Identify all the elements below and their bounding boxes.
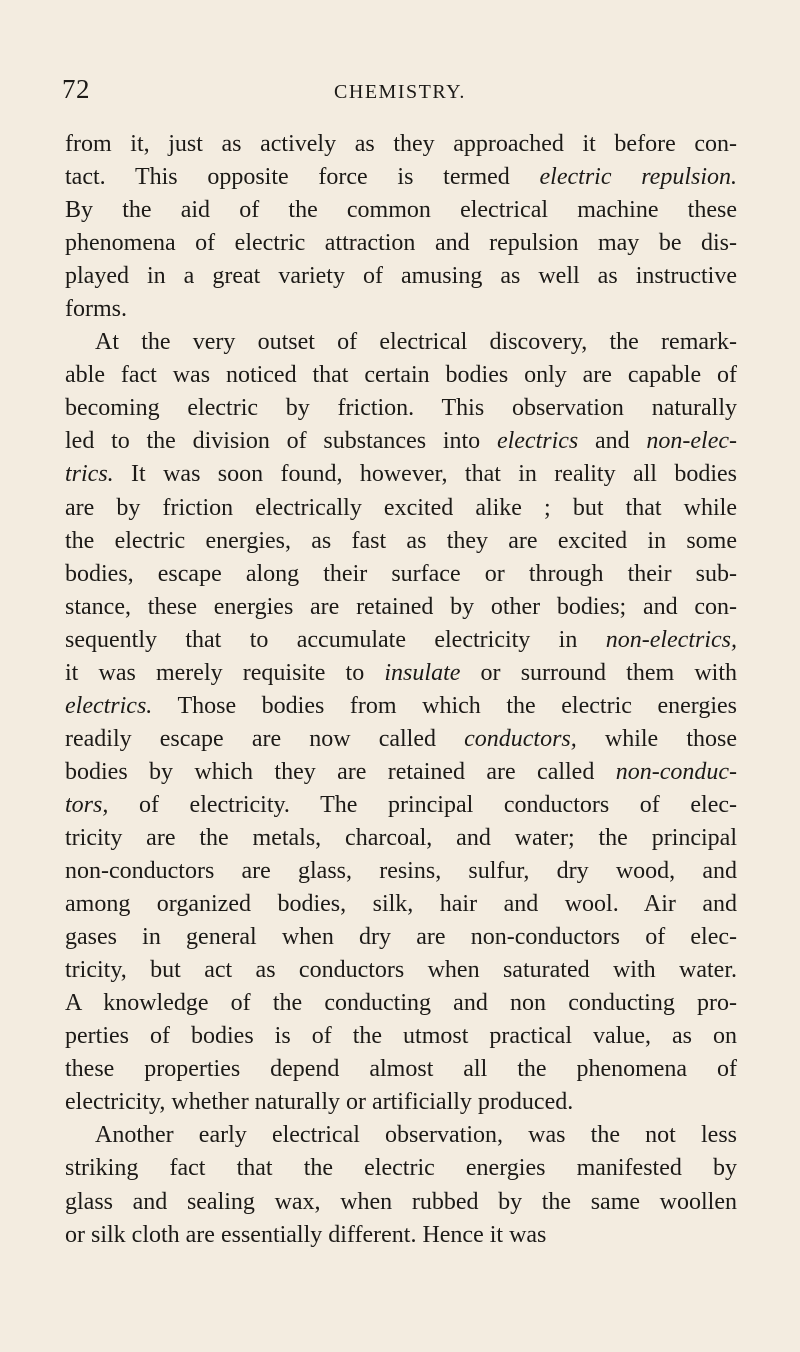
text-run: from it, just as actively as they approached it before con- <box>65 131 737 157</box>
text-run: glass and sealing wax, when rubbed by the same woollen <box>65 1188 737 1215</box>
text-run: are by friction electrically excited alike ; but that while <box>65 494 737 521</box>
text-line <box>65 1020 737 1053</box>
text-line <box>65 723 737 756</box>
text-line <box>65 624 737 657</box>
text-line <box>65 855 737 888</box>
text-run: or surround them with <box>460 659 737 686</box>
italic-term: non-electrics, <box>605 626 737 653</box>
italic-term: trics. <box>65 461 114 488</box>
text-run: readily escape are now called <box>65 725 465 752</box>
text-run: electricity, whether naturally or artificially produced. <box>65 1089 574 1116</box>
text-run: perties of bodies is of the utmost practical value, as on <box>65 1023 737 1050</box>
text-line <box>65 326 737 359</box>
text-line <box>65 392 737 425</box>
text-line <box>65 161 737 194</box>
text-line <box>65 260 737 293</box>
text-run: stance, these energies are retained by other bodies; and con- <box>65 593 737 620</box>
text-line <box>65 128 737 161</box>
text-line <box>65 822 737 855</box>
italic-term: non-conduc- <box>615 758 737 785</box>
text-run: the electric energies, as fast as they are excited in some <box>65 527 737 554</box>
paragraph <box>65 326 737 1119</box>
text-line <box>65 1119 737 1152</box>
text-run: among organized bodies, silk, hair and wool. Air and <box>65 891 737 918</box>
text-run: of electricity. The principal conductors of elec- <box>108 791 737 818</box>
text-run: By the aid of the common electrical machine these <box>65 197 737 224</box>
text-run: played in a great variety of amusing as well as instructive <box>65 263 737 290</box>
text-line <box>65 492 737 525</box>
italic-term: non-elec- <box>646 428 737 455</box>
italic-term: electrics. <box>65 692 153 719</box>
text-line <box>65 1219 737 1252</box>
text-line <box>65 1053 737 1086</box>
page-header <box>62 74 738 114</box>
text-line <box>65 921 737 954</box>
text-run: or silk cloth are essentially different. Hence it was <box>65 1221 547 1248</box>
text-line <box>65 690 737 723</box>
text-line <box>65 888 737 921</box>
text-run: tact. This opposite force is termed <box>65 164 540 191</box>
text-run: sequently that to accumulate electricity in <box>65 626 606 653</box>
text-line <box>65 1152 737 1185</box>
text-run: gases in general when dry are non-conductors of elec- <box>65 924 737 951</box>
text-run: It was soon found, however, that in reality all bodies <box>113 461 737 488</box>
text-line <box>65 558 737 591</box>
text-run: bodies by which they are retained are called <box>65 758 616 785</box>
italic-term: electric repulsion. <box>539 164 737 191</box>
text-run: non-conductors are glass, resins, sulfur, dry wood, and <box>65 858 737 885</box>
text-line <box>65 194 737 227</box>
text-run: becoming electric by friction. This observation naturally <box>65 395 737 422</box>
text-line <box>65 756 737 789</box>
text-run: while those <box>576 725 737 752</box>
text-run: At the very outset of electrical discovery, the remark- <box>95 329 737 356</box>
italic-term: tors, <box>65 791 109 818</box>
text-run: able fact was noticed that certain bodies only are capable of <box>65 362 737 389</box>
text-run: forms. <box>65 296 127 323</box>
text-run: tricity, but act as conductors when saturated with water. <box>65 957 737 984</box>
text-line <box>65 1186 737 1219</box>
body-text <box>65 128 737 1252</box>
italic-term: conductors, <box>464 725 577 752</box>
text-line <box>65 359 737 392</box>
text-line <box>65 227 737 260</box>
text-run: these properties depend almost all the phenomena of <box>65 1056 737 1083</box>
text-line <box>65 1086 737 1119</box>
text-run: phenomena of electric attraction and repulsion may be dis- <box>65 230 737 257</box>
text-run: bodies, escape along their surface or through their sub- <box>65 560 737 587</box>
running-head: CHEMISTRY. <box>334 81 466 103</box>
paragraph <box>65 1119 737 1251</box>
text-run: Another early electrical observation, was the not less <box>95 1122 737 1149</box>
text-line <box>65 954 737 987</box>
text-line <box>65 657 737 690</box>
text-line <box>65 525 737 558</box>
text-line <box>65 458 737 491</box>
text-line <box>65 425 737 458</box>
text-run: A knowledge of the conducting and non conducting pro- <box>65 990 737 1017</box>
text-line <box>65 293 737 326</box>
text-run: led to the division of substances into <box>65 428 497 455</box>
text-line <box>65 789 737 822</box>
text-run: it was merely requisite to <box>65 659 385 686</box>
text-run: and <box>578 428 647 455</box>
text-run: Those bodies from which the electric energies <box>152 692 737 719</box>
text-run: striking fact that the electric energies manifested by <box>65 1155 737 1182</box>
text-line <box>65 591 737 624</box>
italic-term: insulate <box>384 659 461 686</box>
paragraph <box>65 128 737 326</box>
text-line <box>65 987 737 1020</box>
italic-term: electrics <box>496 428 579 455</box>
text-run: tricity are the metals, charcoal, and water; the principal <box>65 824 737 851</box>
page-number: 72 <box>62 74 90 104</box>
